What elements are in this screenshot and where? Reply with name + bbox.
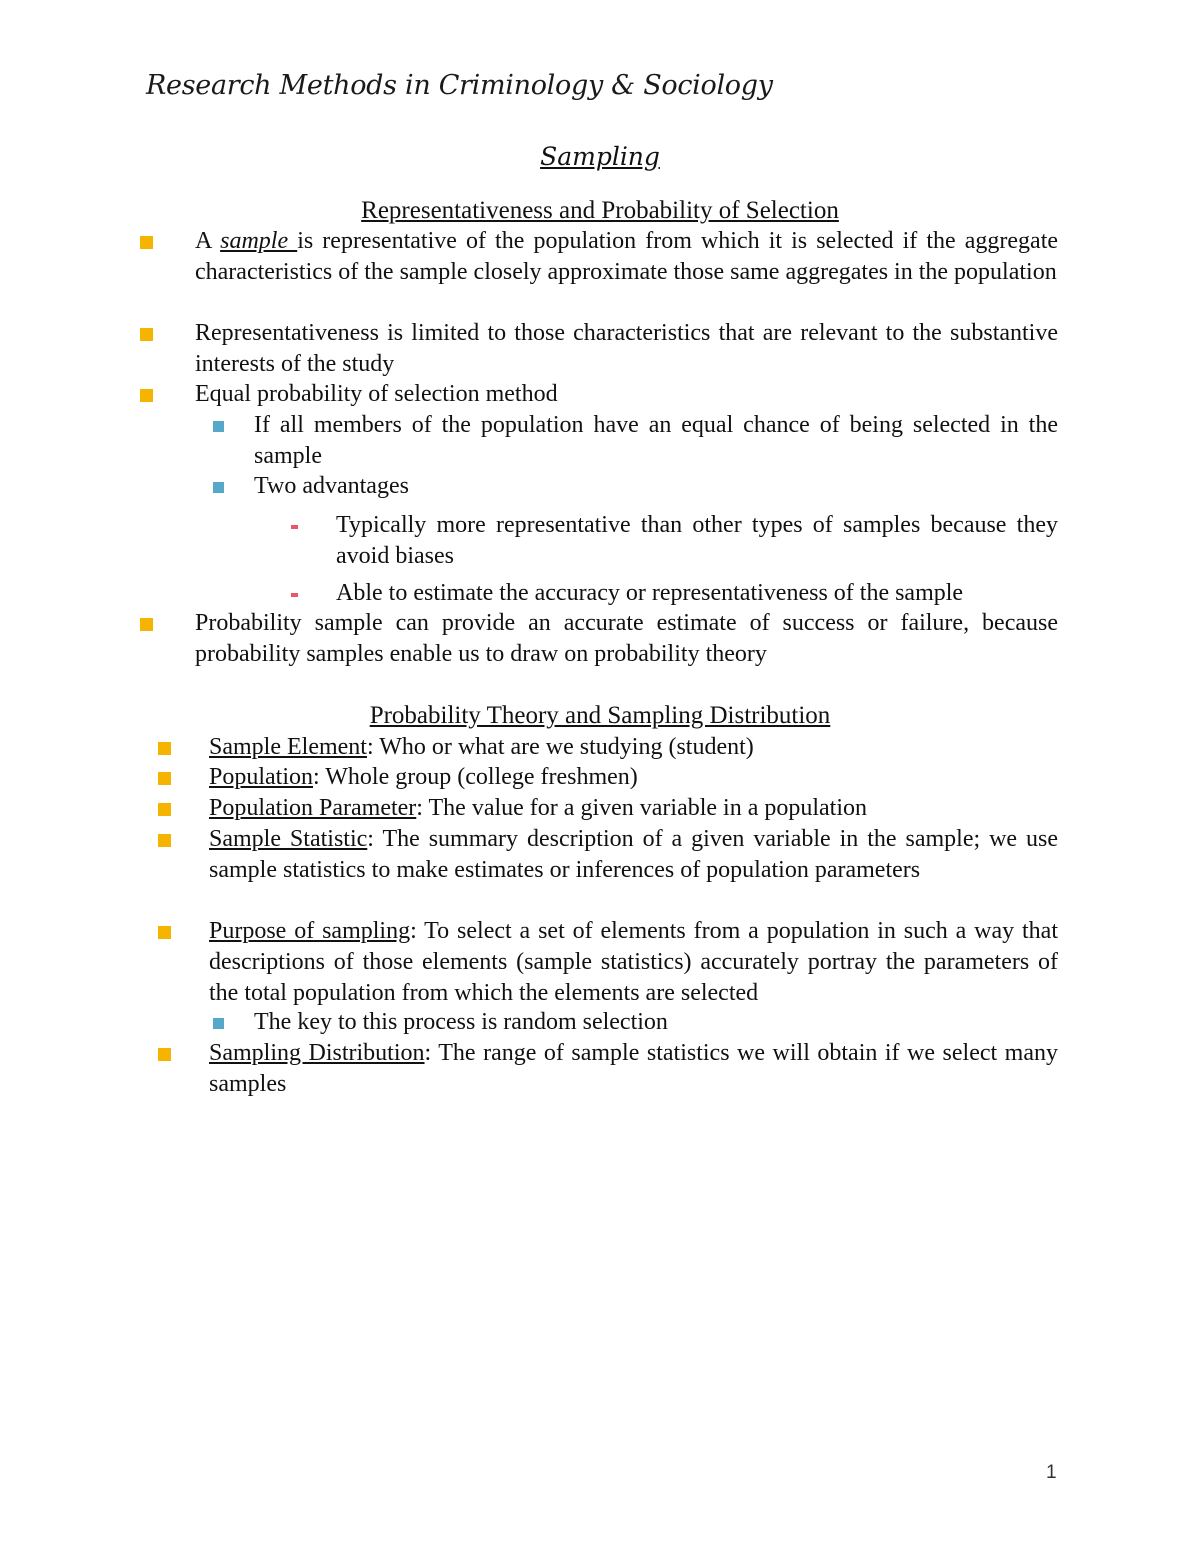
term-definition: : Who or what are we studying (student) [366,734,754,760]
list-item [195,226,1058,288]
list-item: Probability sample can provide an accurate estimate of success or failure, because probability samples enable us to draw on probability theory [195,610,1058,667]
page-number: 1 [1046,1462,1057,1483]
term-label: Population Parameter [209,795,417,821]
term-definition: : The range of sample statistics we will obtain if we select many samples [209,1040,1058,1097]
square-bullet-icon [140,618,153,631]
square-bullet-icon [140,389,153,402]
dash-bullet-icon [291,593,298,597]
square-bullet-icon [158,742,171,755]
term-label: Population [209,764,314,790]
term-definition: : The summary description of a given variable in the sample; we use sample statistics to make estimates or inferences of population parameters [209,826,1059,883]
list-item-prefix: A [195,228,221,254]
square-bullet-icon [213,482,224,493]
section-heading-probability-theory: Probability Theory and Sampling Distribution [369,702,831,729]
sub-sub-list-item: Able to estimate the accuracy or representativeness of the sample [336,580,964,606]
list-item: Equal probability of selection method [195,381,558,407]
square-bullet-icon [158,1048,171,1061]
dash-bullet-icon [291,525,298,529]
square-bullet-icon [158,803,171,816]
list-item-text: is representative of the population from which it is selected if the aggregate characteristics of the sample closely approximate those same aggregates in the population [195,228,1059,285]
list-item: Representativeness is limited to those characteristics that are relevant to the substantive interests of the study [195,320,1058,377]
square-bullet-icon [213,1018,224,1029]
list-item [209,732,1058,763]
list-item [209,793,1058,824]
square-bullet-icon [213,421,224,432]
sub-sub-list-item: Typically more representative than other types of samples because they avoid biases [336,512,1058,569]
square-bullet-icon [140,328,153,341]
list-item [209,1038,1058,1100]
sub-list-item: If all members of the population have an equal chance of being selected in the sample [254,412,1058,469]
list-item [209,762,1058,793]
term-definition: : To select a set of elements from a population in such a way that descriptions of those elements (sample statistics) accurately portray the parameters of the total population from which the elements are selected [209,918,1059,1006]
term-label: Sample Element [209,734,367,760]
square-bullet-icon [158,772,171,785]
document-title: Sampling [540,142,660,171]
term-sample: sample [220,228,298,254]
list-item [209,824,1058,886]
list-item [209,916,1058,1008]
square-bullet-icon [158,834,171,847]
square-bullet-icon [140,236,153,249]
square-bullet-icon [158,926,171,939]
term-label: Sample Statistic [209,826,368,852]
term-definition: : The value for a given variable in a population [416,795,868,821]
term-definition: : Whole group (college freshmen) [313,764,638,790]
section-heading-representativeness: Representativeness and Probability of Selection [361,197,839,224]
term-label: Purpose of sampling [209,918,411,944]
term-label: Sampling Distribution [209,1040,425,1066]
course-title: Research Methods in Criminology & Sociology [146,70,773,101]
sub-list-item: Two advantages [254,473,409,499]
sub-list-item: The key to this process is random selection [254,1009,668,1035]
